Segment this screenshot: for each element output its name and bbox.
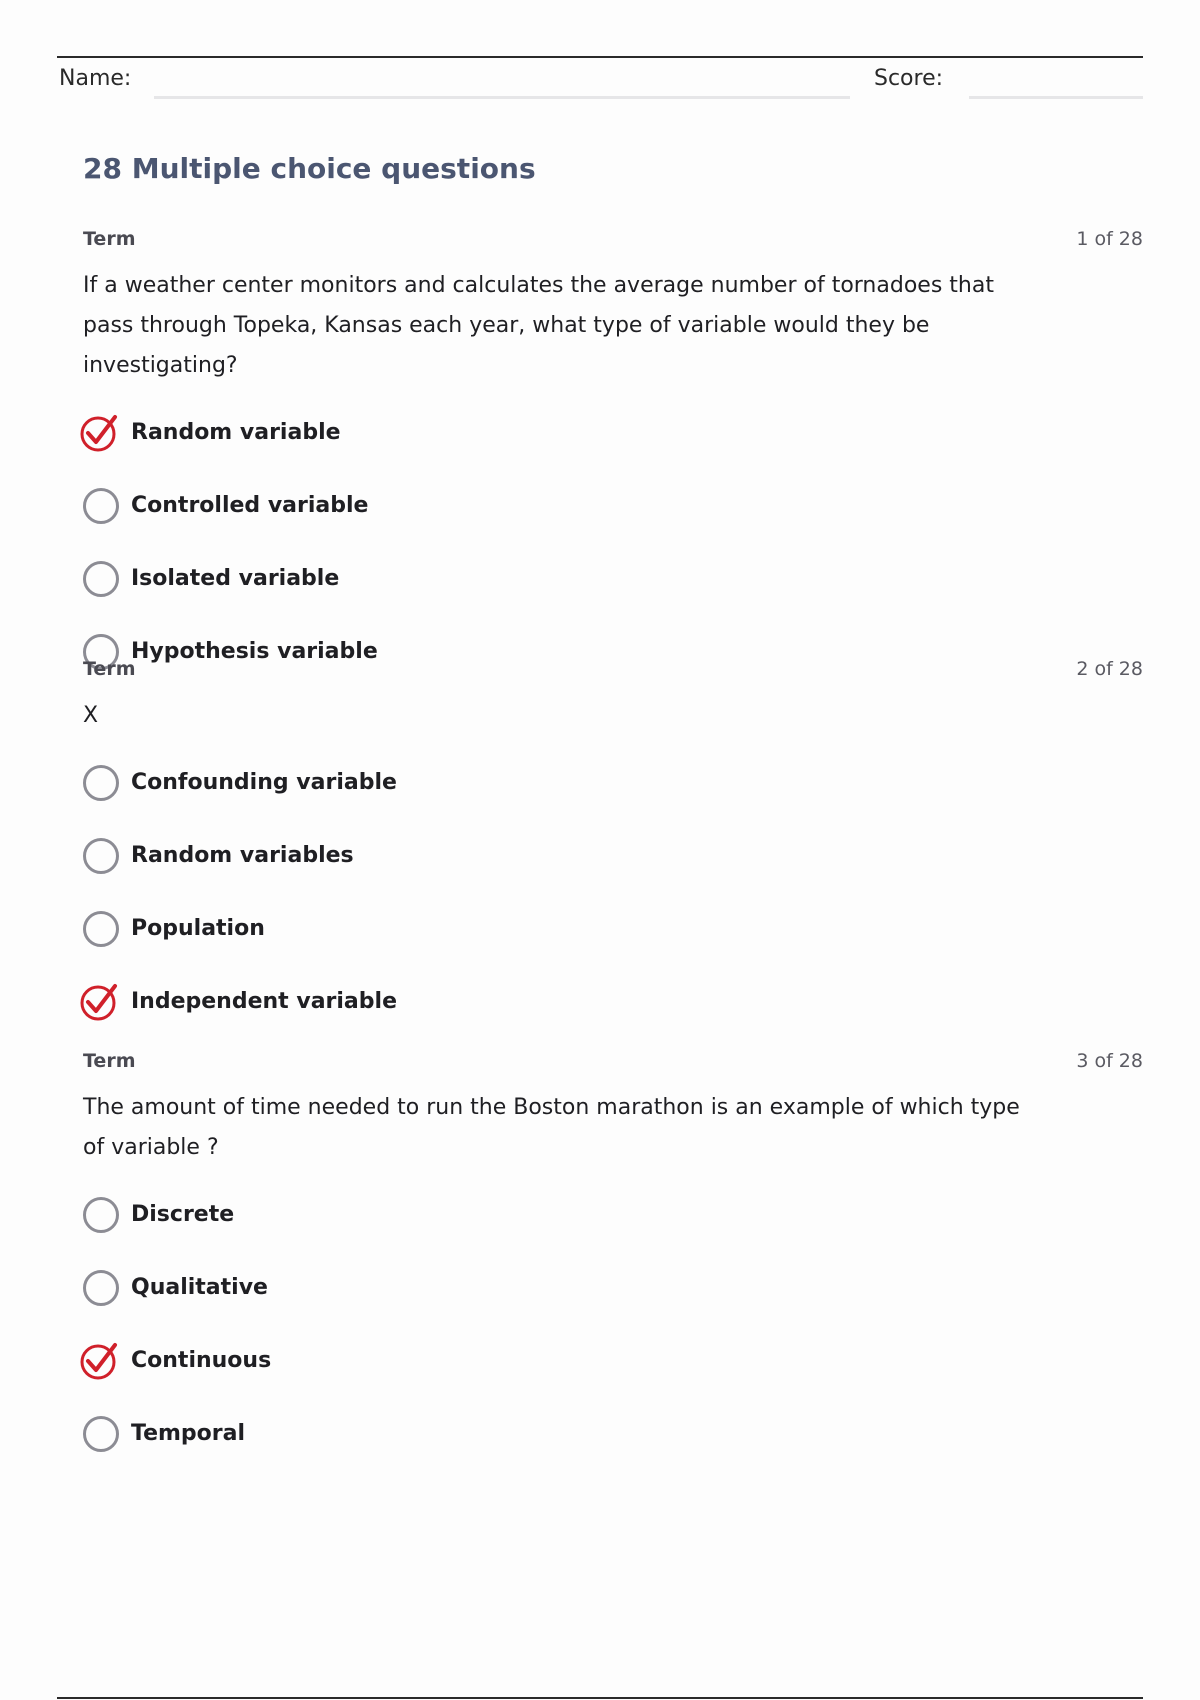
radio-circle-icon — [83, 765, 119, 801]
question-count: 2 of 28 — [1076, 658, 1143, 680]
radio-circle-icon — [83, 1270, 119, 1306]
section-title: 28 Multiple choice questions — [83, 152, 536, 185]
option-independent-variable[interactable] — [83, 965, 1143, 1038]
radio-circle-icon — [83, 488, 119, 524]
option-label: Controlled variable — [131, 493, 369, 518]
option-label: Temporal — [131, 1421, 246, 1446]
bottom-rule — [57, 1697, 1143, 1699]
name-field[interactable] — [154, 96, 850, 99]
checkmark-icon — [79, 413, 119, 453]
score-label: Score: — [874, 66, 944, 91]
option-label: Random variables — [131, 843, 354, 868]
option-label: Independent variable — [131, 989, 397, 1014]
question-header — [83, 658, 1143, 686]
question-1 — [83, 228, 1143, 688]
radio-circle-icon — [83, 1416, 119, 1452]
question-2 — [83, 658, 1143, 1038]
option-label: Qualitative — [131, 1275, 268, 1300]
name-label: Name: — [59, 66, 132, 91]
options-list — [83, 396, 1143, 688]
question-text: If a weather center monitors and calculates the average number of tornadoes that pass through Topeka, Kansas each year, what type of variable would they be investigating? — [83, 273, 994, 378]
radio-circle-icon — [83, 1197, 119, 1233]
option-controlled-variable[interactable] — [83, 469, 1143, 542]
question-term-label: Term — [83, 658, 136, 680]
question-term-label: Term — [83, 228, 136, 250]
options-list — [83, 746, 1143, 1038]
header-row — [59, 66, 1143, 100]
option-population[interactable] — [83, 892, 1143, 965]
option-label: Continuous — [131, 1348, 272, 1373]
question-text: The amount of time needed to run the Boston marathon is an example of which type of variable ? — [83, 1095, 1020, 1160]
option-isolated-variable[interactable] — [83, 542, 1143, 615]
option-qualitative[interactable] — [83, 1251, 1143, 1324]
option-label: Population — [131, 916, 265, 941]
options-list — [83, 1178, 1143, 1470]
radio-circle-icon — [83, 838, 119, 874]
option-label: Discrete — [131, 1202, 235, 1227]
option-label: Isolated variable — [131, 566, 340, 591]
question-header — [83, 228, 1143, 256]
option-label: Random variable — [131, 420, 341, 445]
option-label: Confounding variable — [131, 770, 397, 795]
option-discrete[interactable] — [83, 1178, 1143, 1251]
top-rule — [57, 56, 1143, 58]
option-label: Hypothesis variable — [131, 639, 378, 664]
option-continuous[interactable] — [83, 1324, 1143, 1397]
option-random-variable[interactable] — [83, 396, 1143, 469]
question-count: 3 of 28 — [1076, 1050, 1143, 1072]
question-3 — [83, 1050, 1143, 1470]
checkmark-icon — [79, 982, 119, 1022]
option-confounding-variable[interactable] — [83, 746, 1143, 819]
option-temporal[interactable] — [83, 1397, 1143, 1470]
radio-circle-icon — [83, 911, 119, 947]
radio-circle-icon — [83, 561, 119, 597]
question-term-label: Term — [83, 1050, 136, 1072]
question-text: X — [83, 703, 99, 728]
score-field[interactable] — [969, 96, 1143, 99]
question-count: 1 of 28 — [1076, 228, 1143, 250]
checkmark-icon — [79, 1341, 119, 1381]
question-header — [83, 1050, 1143, 1078]
option-random-variables[interactable] — [83, 819, 1143, 892]
